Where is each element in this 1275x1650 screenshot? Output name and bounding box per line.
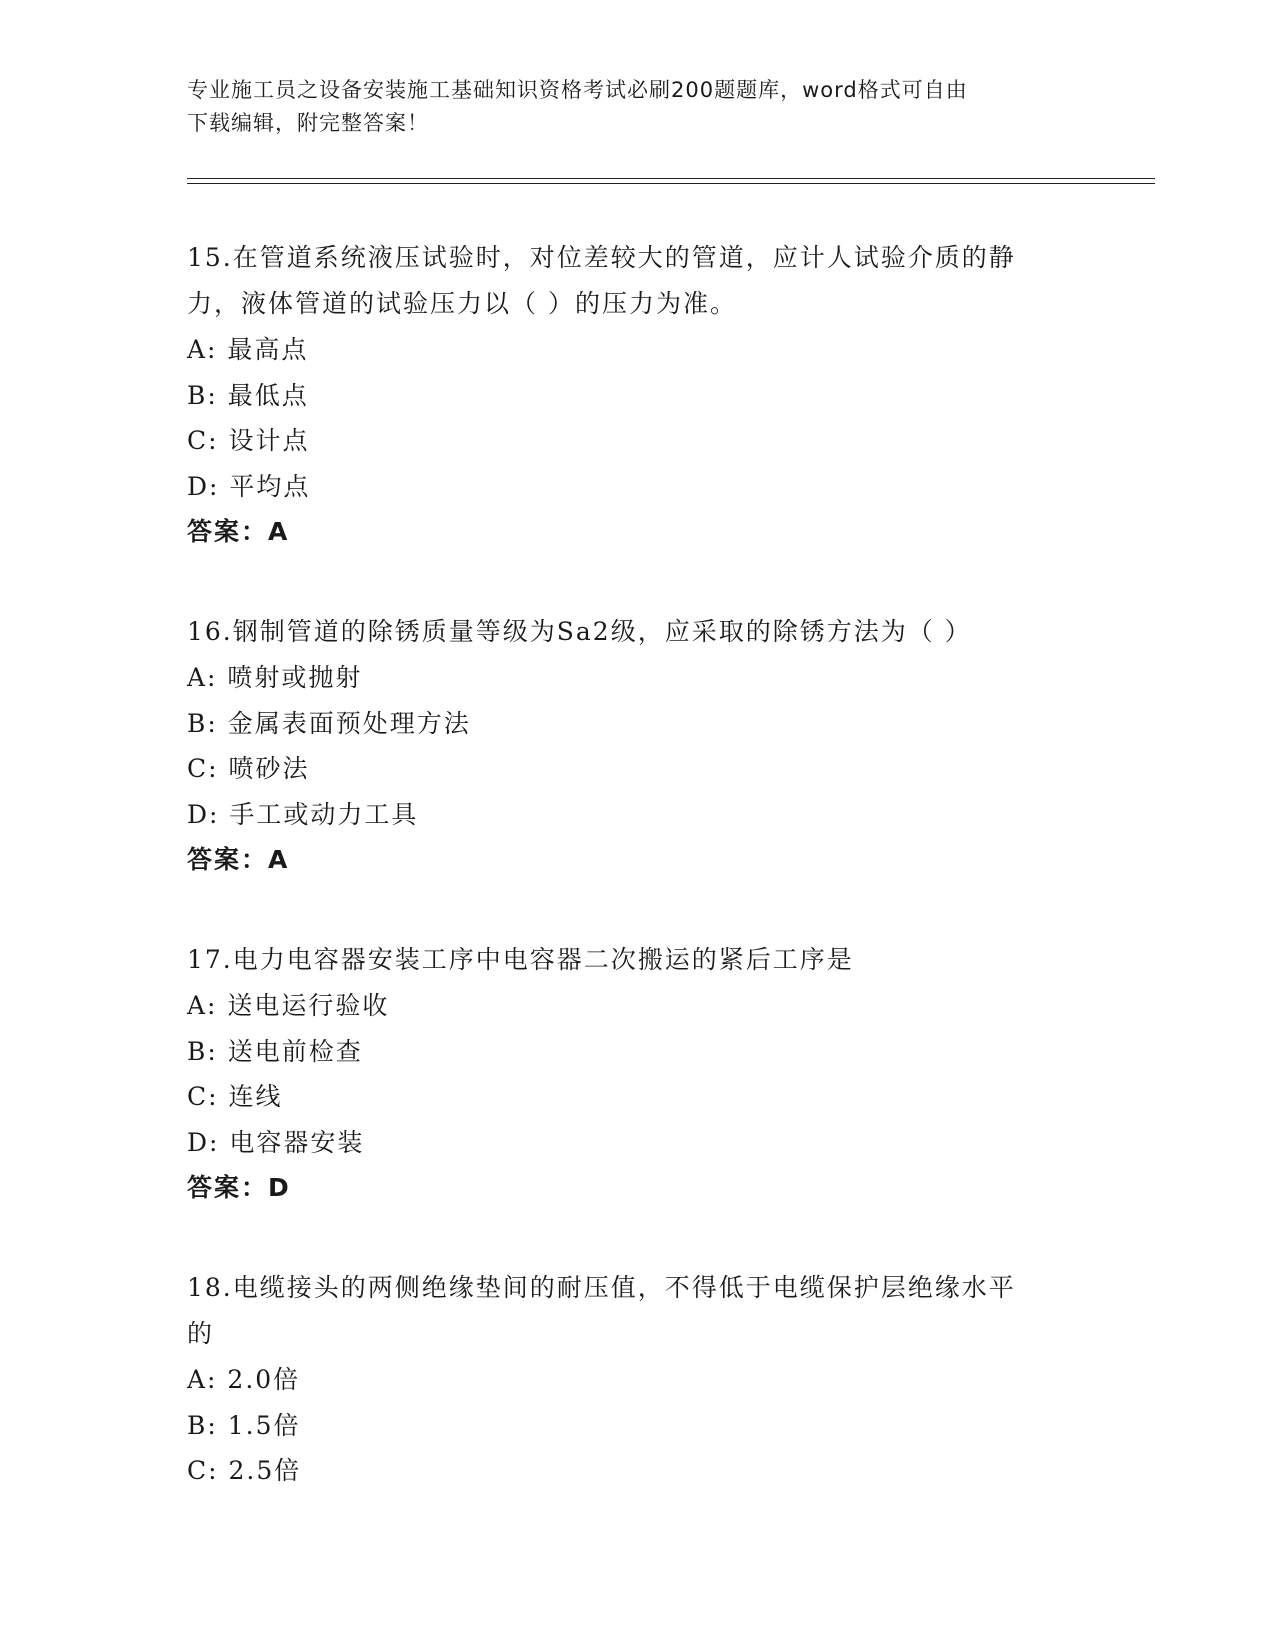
option-c: C: 喷砂法 [187,754,310,783]
question-stem-line: 力，液体管道的试验压力以（ ）的压力为准。 [187,289,737,318]
option-c: C: 2.5倍 [187,1456,302,1485]
option-b: B: 送电前检查 [187,1036,363,1066]
question-stem-line: 18.电缆接头的两侧绝缘垫间的耐压值，不得低于电缆保护层绝缘水平 [187,1273,1016,1302]
header-line-1: 专业施工员之设备安装施工基础知识资格考试必刷200题题库，word格式可自由 [187,78,968,102]
header-line-2: 下载编辑，附完整答案！ [187,111,429,135]
document-header [187,74,1067,140]
question-stem-line: 17.电力电容器安装工序中电容器二次搬运的紧后工序是 [187,945,854,974]
option-d: D: 平均点 [187,471,311,501]
option-b: B: 金属表面预处理方法 [187,708,471,738]
option-d: D: 手工或动力工具 [187,799,419,829]
question-stem-line: 的 [187,1319,215,1348]
header-rule-bottom [187,183,1155,184]
header-rule-top [187,178,1155,179]
option-d: D: 电容器安装 [187,1127,365,1157]
question-16 [187,609,1087,883]
question-17 [187,937,1087,1211]
answer-label: 答案：A [187,845,290,874]
answer-label: 答案：A [187,517,290,546]
question-list [187,235,1087,1548]
question-stem-line: 15.在管道系统液压试验时，对位差较大的管道，应计人试验介质的静 [187,243,1016,272]
option-c: C: 连线 [187,1082,283,1111]
option-a: A: 喷射或抛射 [187,663,363,692]
option-b: B: 1.5倍 [187,1410,301,1440]
question-18 [187,1265,1087,1494]
option-a: A: 最高点 [187,335,309,364]
question-15 [187,235,1087,555]
option-b: B: 最低点 [187,380,309,410]
answer-label: 答案：D [187,1173,291,1202]
question-stem-line: 16.钢制管道的除锈质量等级为Sa2级，应采取的除锈方法为（ ） [187,617,972,646]
option-a: A: 送电运行验收 [187,991,390,1020]
option-a: A: 2.0倍 [187,1365,301,1394]
option-c: C: 设计点 [187,426,310,455]
